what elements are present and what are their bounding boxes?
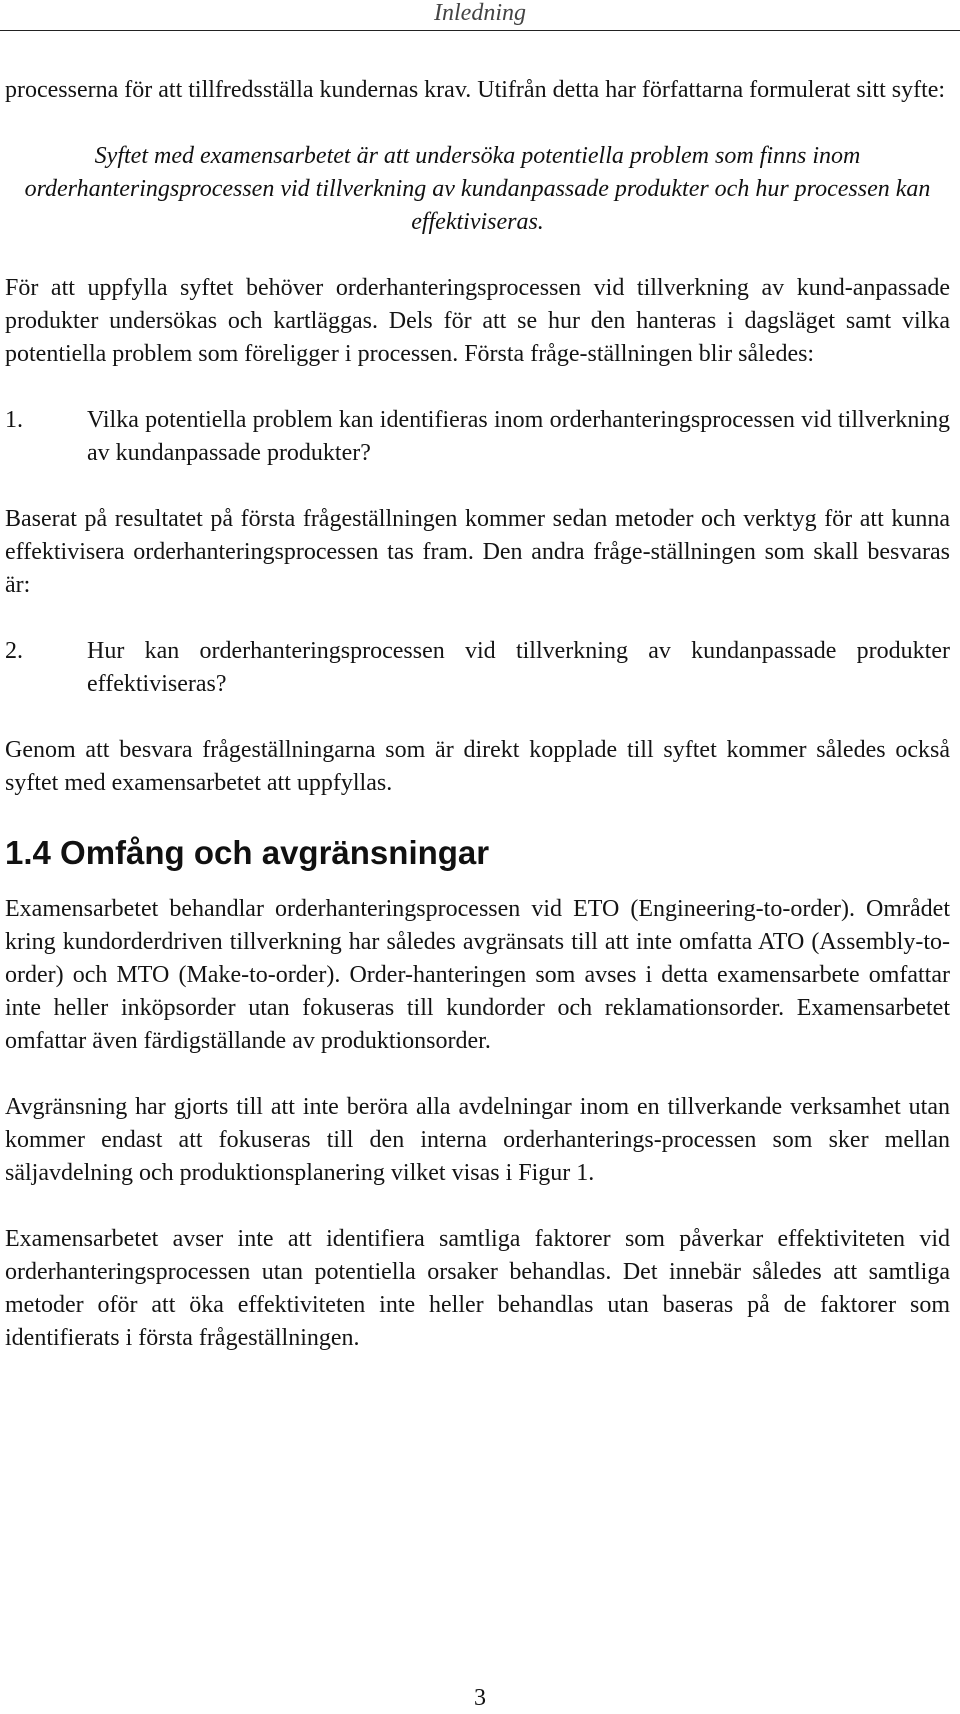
section-paragraph: Examensarbetet behandlar orderhanteringsprocessen vid ETO (Engineering-to-order). Området kring kundorderdriven tillverkning har således avgränsats till att inte omfatta ATO (Assembly-to-order) och MTO (Make-to-order). Order-hanteringen som avses i detta examensarbete omfattar inte heller inköpsorder utan fokuseras till kundorder och reklamationsorder. Examensarbetet omfattar även färdigställande av produktionsorder. (5, 896, 950, 1054)
section-paragraph: Examensarbetet avser inte att identifiera samtliga faktorer som påverkar effektiviteten vid orderhanteringsprocessen utan potentiella orsaker behandlas. Det innebär således att samtliga metoder oför att öka effektiviteten inte heller behandlas utan baseras på de faktorer som identifierats i första frågeställningen. (5, 1226, 950, 1351)
aim-statement: Syftet med examensarbetet är att undersöka potentiella problem som finns inom orderhanteringsprocessen vid tillverkning av kundanpassade produkter och hur processen kan effektiviseras. (24, 143, 931, 235)
question-number: 1. (5, 407, 23, 433)
research-question-2 (5, 635, 950, 701)
running-header: Inledning (434, 0, 526, 26)
question-text: Vilka potentiella problem kan identifieras inom orderhanteringsprocessen vid tillverkning av kundanpassade produkter? (87, 407, 950, 466)
section-paragraph: Avgränsning har gjorts till att inte beröra alla avdelningar inom en tillverkande verksamhet utan kommer endast att fokuseras till den interna orderhanterings-processen som sker mellan säljavdelning och produktionsplanering vilket visas i Figur 1. (5, 1094, 950, 1186)
header-rule (0, 30, 960, 31)
page-body (5, 74, 950, 1388)
body-paragraph: Genom att besvara frågeställningarna som är direkt kopplade till syftet kommer således också syftet med examensarbetet att uppfyllas. (5, 737, 950, 796)
body-paragraph: Baserat på resultatet på första frågeställningen kommer sedan metoder och verktyg för att kunna effektivisera orderhanteringsprocessen tas fram. Den andra fråge-ställningen som skall besvaras är: (5, 506, 950, 598)
research-question-1 (5, 404, 950, 470)
intro-paragraph: processerna för att tillfredsställa kundernas krav. Utifrån detta har författarna formulerat sitt syfte: (5, 77, 946, 103)
body-paragraph: För att uppfylla syftet behöver orderhanteringsprocessen vid tillverkning av kund-anpassade produkter undersökas och kartläggas. Dels för att se hur den hanteras i dagsläget samt vilka potentiella problem som föreligger i processen. Första fråge-ställningen blir således: (5, 275, 950, 367)
question-text: Hur kan orderhanteringsprocessen vid tillverkning av kundanpassade produkter effektiviseras? (87, 638, 950, 697)
question-number: 2. (5, 638, 23, 664)
section-heading: 1.4 Omfång och avgränsningar (5, 834, 490, 871)
page-number: 3 (474, 1685, 486, 1711)
